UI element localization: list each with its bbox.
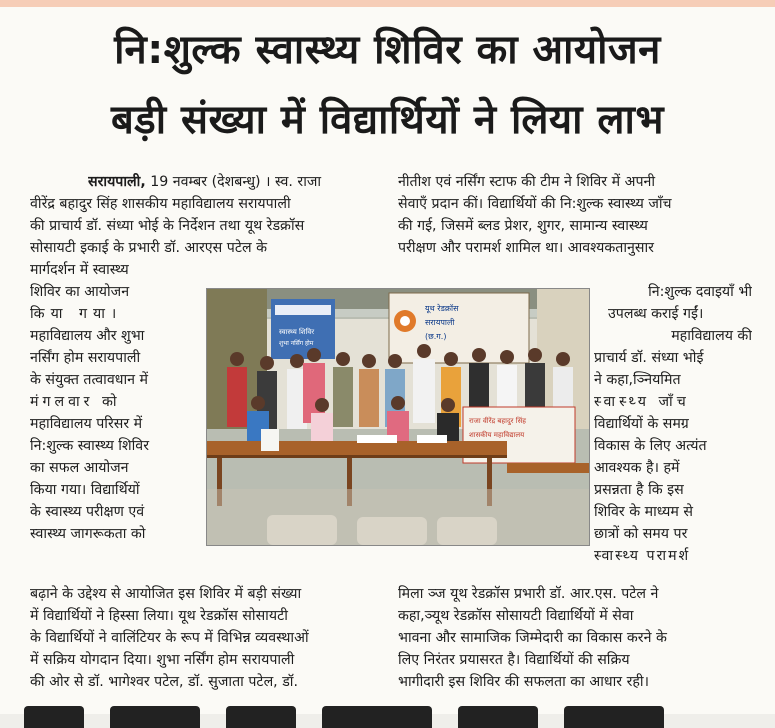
article-line: नि:शुल्क दवाइयाँ भी bbox=[648, 284, 752, 300]
article-line: किया गया। विद्यार्थियों bbox=[30, 482, 140, 498]
photo-illustration bbox=[207, 289, 589, 545]
article-line: कहा,ञ्यूथ रेडक्रॉस सोसायटी विद्यार्थियों में सेवा bbox=[398, 608, 634, 624]
article-line: में विद्यार्थियों ने हिस्सा लिया। यूथ रेडक्रॉस सोसायटी bbox=[30, 608, 288, 624]
article-line: महाविद्यालय और शुभा bbox=[30, 328, 145, 344]
article-line: मार्गदर्शन में स्वास्थ्य bbox=[30, 262, 129, 278]
article-line: मिला ञ्ज यूथ रेडक्रॉस प्रभारी डॉ. आर.एस. पटेल ने bbox=[398, 586, 659, 602]
article-line bbox=[88, 172, 378, 194]
article-line: प्राचार्य डॉ. संध्या भोई bbox=[594, 350, 704, 366]
article-line: वीरेंद्र बहादुर सिंह शासकीय महाविद्यालय सरायपाली bbox=[30, 196, 291, 212]
article-line: महाविद्यालय परिसर में bbox=[30, 416, 143, 432]
article-line: नि:शुल्क स्वास्थ्य शिविर bbox=[30, 438, 149, 454]
top-color-bar bbox=[0, 0, 775, 7]
article-line: की प्राचार्य डॉ. संध्या भोई के निर्देशन तथा यूथ रेडक्रॉस bbox=[30, 218, 305, 234]
article-line: लिए निरंतर प्रयासरत है। विद्यार्थियों की सक्रिय bbox=[398, 652, 630, 668]
article-line: स्वास्थ्य परामर्श bbox=[594, 548, 691, 564]
article-line: प्रसन्नता है कि इस bbox=[594, 482, 684, 498]
article-line: के स्वास्थ्य परीक्षण एवं bbox=[30, 504, 145, 520]
article-line: शिविर के माध्यम से bbox=[594, 504, 693, 520]
headline-line-2: बड़ी संख्या में विद्यार्थियों ने लिया लाभ bbox=[110, 97, 665, 143]
article-line: विकास के लिए अत्यंत bbox=[594, 438, 707, 454]
banner-text: सरायपाली bbox=[425, 318, 455, 327]
article-line: मंगलवार को bbox=[30, 394, 121, 410]
article-line: के विद्यार्थियों ने वालिंटियर के रूप में विभिन्न व्यवस्थाओं bbox=[30, 630, 309, 646]
article-line: नीतीश एवं नर्सिंग स्टाफ की टीम ने शिविर में अपनी bbox=[398, 174, 656, 190]
article-line: परीक्षण और परामर्श शामिल था। आवश्यकतानुसार bbox=[398, 240, 654, 256]
article-line: बढ़ाने के उद्देश्य से आयोजित इस शिविर में बड़ी संख्या bbox=[30, 586, 302, 602]
banner-text: (छ.ग.) bbox=[425, 332, 447, 341]
article-line: सेवाएँ प्रदान कीं। विद्यार्थियों की नि:शुल्क स्वास्थ्य जाँच bbox=[398, 196, 672, 212]
article-line: स्वास्थ्य जागरूकता को bbox=[30, 526, 146, 542]
article-line: के संयुक्त तत्वावधान में bbox=[30, 372, 148, 388]
poster-left-text: शुभा नर्सिंग होम bbox=[279, 340, 314, 347]
article-line: सोसायटी इकाई के प्रभारी डॉ. आरएस पटेल के bbox=[30, 240, 267, 256]
article-text: 19 नवम्बर (देशबन्धु) । स्व. राजा bbox=[145, 174, 322, 190]
article-line: उपलब्ध कराई गईं। bbox=[608, 306, 704, 322]
banner-text: यूथ रेडक्रॉस bbox=[425, 304, 459, 313]
article-line: आवश्यक है। हमें bbox=[594, 460, 680, 476]
article-line: नर्सिंग होम सरायपाली bbox=[30, 350, 141, 366]
article-line: स्वास्थ्य जाँच bbox=[594, 394, 690, 410]
article-line: विद्यार्थियों के समग्र bbox=[594, 416, 689, 432]
article-line: की गई, जिसमें ब्लड प्रेशर, शुगर, सामान्य स्वास्थ्य bbox=[398, 218, 648, 234]
health-camp-photo bbox=[206, 288, 590, 546]
article-line: शिविर का आयोजन bbox=[30, 284, 130, 300]
article-line: छात्रों को समय पर bbox=[594, 526, 688, 542]
article-line: में सक्रिय योगदान दिया। शुभा नर्सिंग होम सरायपाली bbox=[30, 652, 295, 668]
article-line: भागीदारी इस शिविर की सफलता का आधार रही। bbox=[398, 674, 649, 690]
article-line: महाविद्यालय की bbox=[671, 328, 752, 344]
headline-line-1: नि:शुल्क स्वास्थ्य शिविर का आयोजन bbox=[114, 27, 661, 73]
dateline: सरायपाली, bbox=[88, 174, 146, 190]
table-banner-text: राजा वीरेंद्र बहादुर सिंह bbox=[469, 417, 527, 425]
article-line: भावना और सामाजिक जिम्मेदारी का विकास करने के bbox=[398, 630, 667, 646]
article-line: की ओर से डॉ. भागेश्वर पटेल, डॉ. सुजाता पटेल, डॉ. bbox=[30, 674, 298, 690]
table-banner-text: शासकीय महाविद्यालय bbox=[469, 431, 525, 439]
article-line: का सफल आयोजन bbox=[30, 460, 129, 476]
next-headline-cutoff bbox=[24, 706, 764, 728]
poster-left-text: स्वास्थ्य शिविर bbox=[279, 328, 315, 336]
article-line: किया गया। bbox=[30, 306, 123, 322]
article-line: ने कहा,ञ्नियमित bbox=[594, 372, 681, 388]
